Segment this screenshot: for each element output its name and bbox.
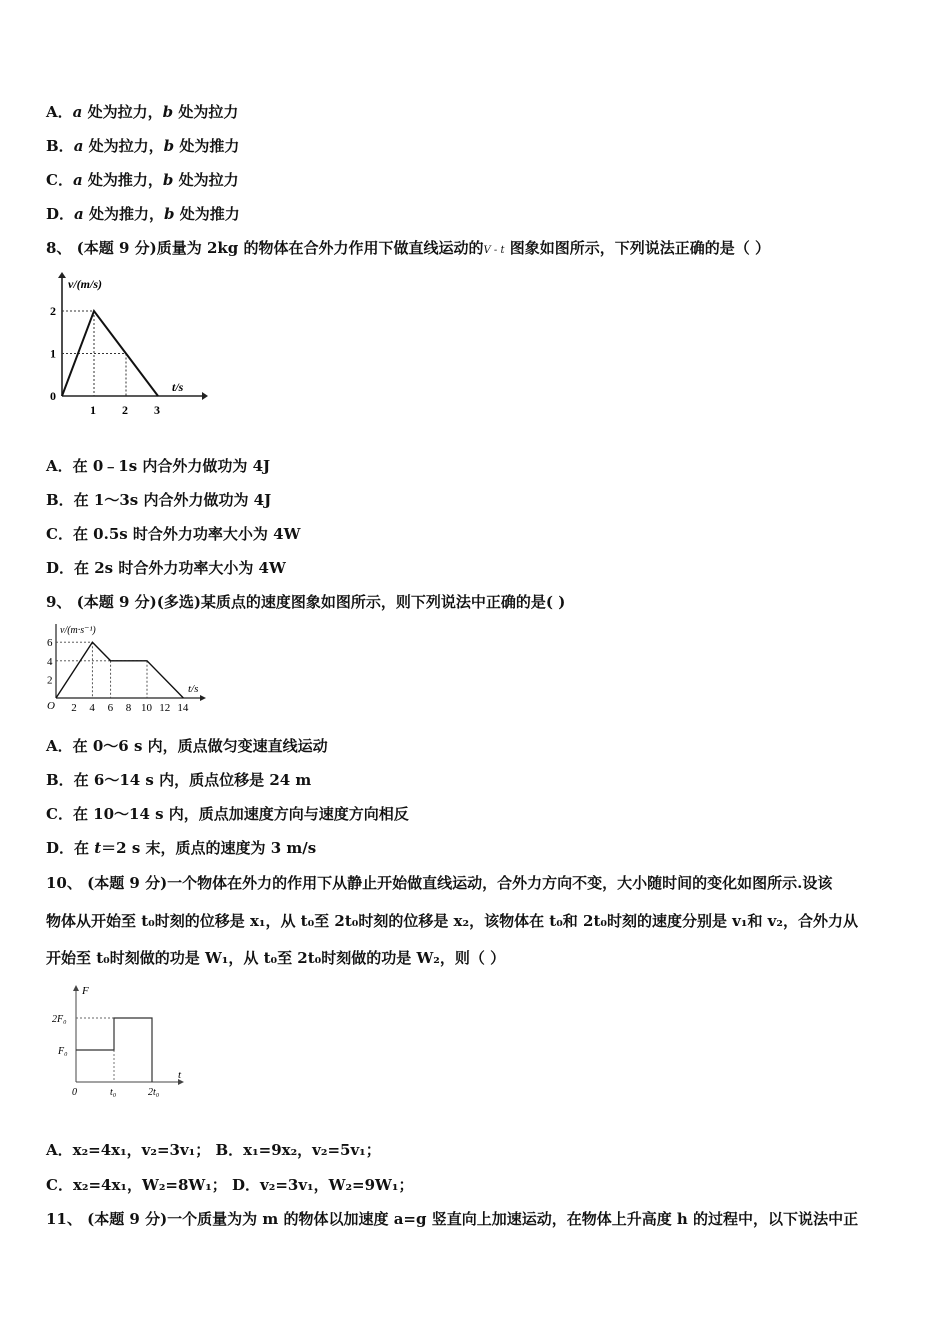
q10-option-ab: A．x₂=4x₁，v₂=3v₁； B．x₁=9x₂，v₂=5v₁； xyxy=(46,1141,381,1159)
q8-x-tick: 2 xyxy=(122,403,128,417)
q9-y-label: v/(m·s⁻¹) xyxy=(60,625,96,636)
q10-y-label: F xyxy=(82,985,89,997)
q9-stem: 9、 (本题 9 分)(多选)某质点的速度图象如图所示，则下列说法中正确的是( ) xyxy=(46,593,566,611)
q10-x-label: t xyxy=(178,1069,182,1081)
q10-force-line xyxy=(76,1018,152,1082)
q8-vt-graph xyxy=(44,268,209,420)
q9-x-tick: 12 xyxy=(159,702,171,714)
q9-y-tick: 6 xyxy=(47,637,53,650)
q9-x-label: t/s xyxy=(188,683,199,695)
q8-y-label: v/(m/s) xyxy=(68,277,102,291)
q10-x-tick: 0 xyxy=(72,1087,77,1098)
q10-force-graph xyxy=(44,982,194,1102)
q8-option-c: C．在 0.5s 时合外力功率大小为 4W xyxy=(46,525,301,543)
q8-option-b: B．在 1～3s 内合外力做功为 4J xyxy=(46,491,272,509)
q11-stem: 11、 (本题 9 分)一个质量为为 m 的物体以加速度 a=g 竖直向上加速运动，在物体上升高度 h 的过程中，以下说法中正 xyxy=(46,1210,859,1228)
q7-option-a: A．a 处为拉力，b 处为拉力 xyxy=(46,103,239,121)
q8-y-tick: 2 xyxy=(50,304,56,318)
q9-option-c: C．在 10～14 s 内，质点加速度方向与速度方向相反 xyxy=(46,805,409,823)
q9-y-tick: 2 xyxy=(47,674,53,687)
q9-y-tick: 4 xyxy=(47,655,53,668)
q9-x-tick: 6 xyxy=(107,702,114,714)
q9-x-tick: 2 xyxy=(71,702,77,714)
q7-option-b: B．a 处为拉力，b 处为推力 xyxy=(46,137,240,155)
q10-option-cd: C．x₂=4x₁，W₂=8W₁； D．v₂=3v₁，W₂=9W₁； xyxy=(46,1176,414,1194)
q10-stem-line3: 开始至 t₀时刻做的功是 W₁，从 t₀至 2t₀时刻做的功是 W₂，则（ ） xyxy=(46,949,506,967)
q10-x-tick: t₀ xyxy=(110,1087,117,1098)
q9-x-tick: 8 xyxy=(125,702,132,714)
q10-stem-line1: 10、 (本题 9 分)一个物体在外力的作用下从静止开始做直线运动，合外力方向不变，大小随时间的变化如图所示.设该 xyxy=(46,874,833,892)
q8-x-label: t/s xyxy=(172,380,184,394)
q9-velocity-line xyxy=(56,642,183,698)
q10-y-tick: 2F₀ xyxy=(52,1014,67,1025)
q9-origin: O xyxy=(47,700,55,712)
q10-x-tick: 2t₀ xyxy=(148,1087,160,1098)
q9-x-tick: 4 xyxy=(89,702,95,714)
q10-stem-line2: 物体从开始至 t₀时刻的位移是 x₁，从 t₀至 2t₀时刻的位移是 x₂，该物体在 t₀和 2t₀时刻的速度分别是 v₁和 v₂，合外力从 xyxy=(46,912,858,930)
q10-y-tick: F₀ xyxy=(58,1046,68,1057)
q7-option-d: D．a 处为推力，b 处为推力 xyxy=(46,205,240,223)
q8-x-tick: 1 xyxy=(90,403,96,417)
q8-stem: 8、 (本题 9 分)质量为 2kg 的物体在合外力作用下做直线运动的V - t 图象如图所示，下列说法正确的是（ ） xyxy=(46,239,770,257)
q8-y-tick: 1 xyxy=(50,346,56,361)
q9-x-tick: 14 xyxy=(177,702,189,714)
q9-option-a: A．在 0～6 s 内，质点做匀变速直线运动 xyxy=(46,737,328,755)
q8-option-d: D．在 2s 时合外力功率大小为 4W xyxy=(46,559,286,577)
q9-vt-graph xyxy=(44,620,209,716)
q8-x-tick: 3 xyxy=(154,403,160,417)
q9-x-tick: 10 xyxy=(141,702,152,714)
q9-option-d: D．在 t＝2 s 末，质点的速度为 3 m/s xyxy=(46,839,317,857)
q8-option-a: A．在 0﹣1s 内合外力做功为 4J xyxy=(46,457,271,475)
q8-origin: 0 xyxy=(50,389,56,403)
q9-option-b: B．在 6～14 s 内，质点位移是 24 m xyxy=(46,771,312,789)
q7-option-c: C．a 处为推力，b 处为拉力 xyxy=(46,171,239,189)
